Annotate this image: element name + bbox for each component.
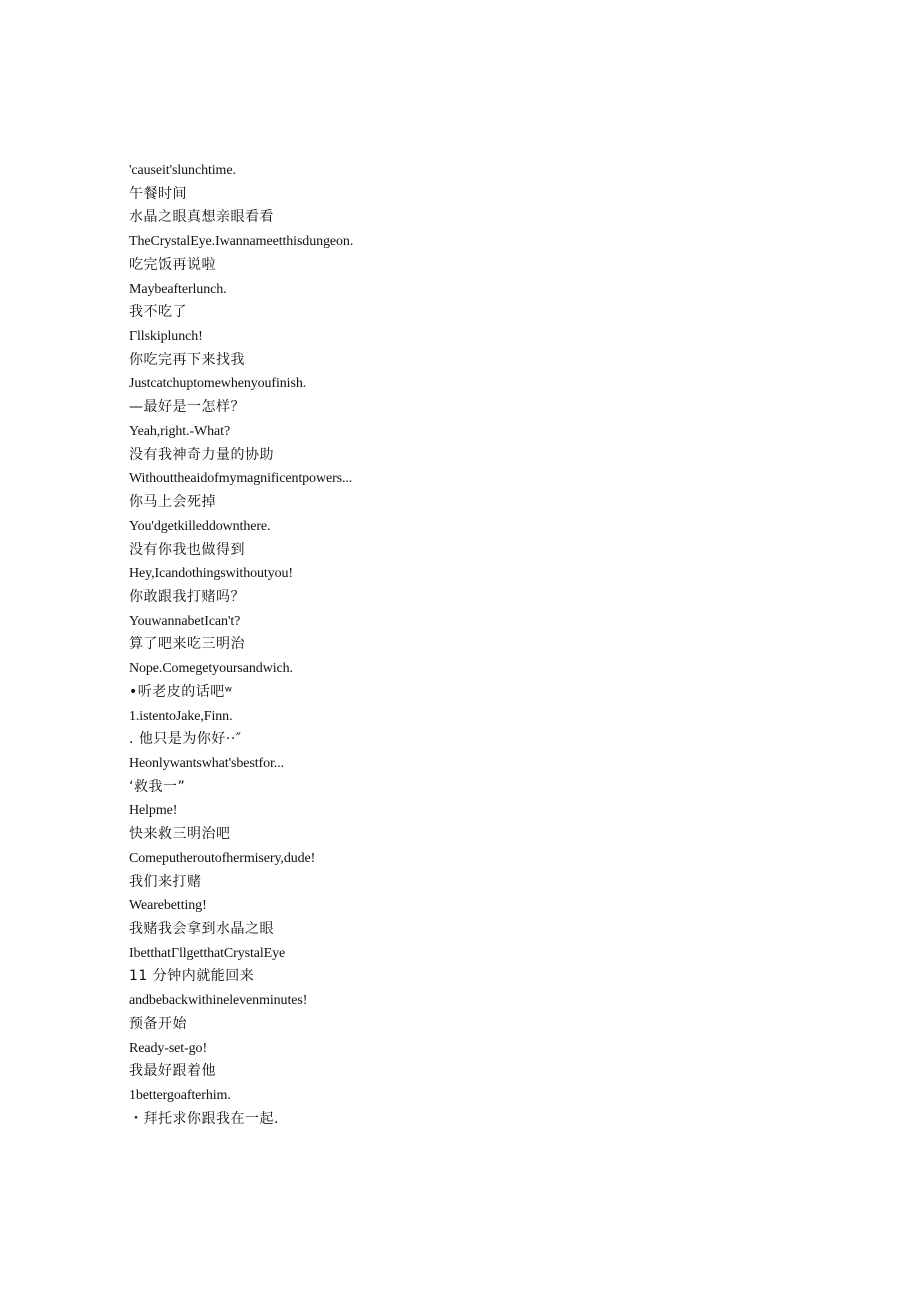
subtitle-line-english: Heonlywantswhat'sbestfor... <box>129 755 284 771</box>
subtitle-line-chinese: 算了吧来吃三明治 <box>129 636 245 653</box>
subtitle-line-english: Yeah,right.-What? <box>129 423 231 439</box>
subtitle-line-chinese: ‘救我一” <box>129 778 186 795</box>
subtitle-transcript <box>129 159 829 1131</box>
subtitle-line-english: Γllskiplunch! <box>129 329 203 345</box>
subtitle-line-english: 'causeit'slunchtime. <box>129 163 236 178</box>
subtitle-line-english: IbetthatΓllgetthatCrystalEye <box>129 945 286 961</box>
subtitle-line-english: Ready-set-go! <box>129 1040 208 1056</box>
subtitle-line-chinese: 你马上会死掉 <box>129 494 216 511</box>
subtitle-line-english: TheCrystalEye.Iwannameetthisdungeon. <box>129 234 354 250</box>
subtitle-line-chinese: 午餐时间 <box>129 185 187 202</box>
subtitle-line-english: Maybeafterlunch. <box>129 281 227 297</box>
subtitle-line-chinese: 没有我神奇力量的协助 <box>129 446 274 463</box>
subtitle-line-english: Wearebetting! <box>129 898 207 914</box>
subtitle-line-english: 1bettergoafterhim. <box>129 1088 231 1104</box>
subtitle-line-english: Withouttheaidofmymagnificentpowers... <box>129 471 353 487</box>
subtitle-line-english: Helpme! <box>129 803 178 819</box>
subtitle-line-english: Hey,Icandothingswithoutyou! <box>129 566 293 582</box>
subtitle-line-english: You'dgetkilleddownthere. <box>129 518 271 534</box>
subtitle-line-english: Nope.Comegetyoursandwich. <box>129 661 293 677</box>
subtitle-line-chinese: 你吃完再下来找我 <box>129 351 245 368</box>
subtitle-line-chinese: 没有你我也做得到 <box>129 541 245 558</box>
subtitle-line-chinese: 11 分钟内就能回来 <box>129 968 255 985</box>
subtitle-line-chinese: 吃完饭再说啦 <box>129 256 216 273</box>
subtitle-line-chinese: 我最好跟着他 <box>129 1063 216 1080</box>
subtitle-line-chinese: •听老皮的话吧ʷ <box>129 683 233 700</box>
subtitle-line-chinese: —最好是一怎样？ <box>129 399 245 416</box>
subtitle-line-english: 1.istentoJake,Finn. <box>129 708 233 724</box>
subtitle-line-chinese: 水晶之眼真想亲眼看看 <box>129 209 274 226</box>
subtitle-line-chinese: 快来救三明治吧 <box>129 826 231 843</box>
subtitle-line-chinese: 我赌我会拿到水晶之眼 <box>129 921 274 937</box>
subtitle-line-chinese: 预备开始 <box>129 1015 187 1032</box>
subtitle-line-english: Comeputheroutofhermisery,dude! <box>129 850 316 866</box>
subtitle-line-english: Justcatchuptomewhenyoufinish. <box>129 376 307 392</box>
subtitle-line-chinese: 我不吃了 <box>129 304 187 321</box>
subtitle-line-chinese: 你敢跟我打赌吗？ <box>129 588 245 605</box>
subtitle-line-english: YouwannabetIcan't? <box>129 613 241 629</box>
subtitle-line-chinese: 我们来打赌 <box>129 873 202 890</box>
subtitle-line-chinese: . 他只是为你好··″ <box>129 731 242 748</box>
subtitle-line-chinese: ・拜托求你跟我在一起. <box>129 1110 279 1127</box>
subtitle-line-english: andbebackwithinelevenminutes! <box>129 993 308 1009</box>
